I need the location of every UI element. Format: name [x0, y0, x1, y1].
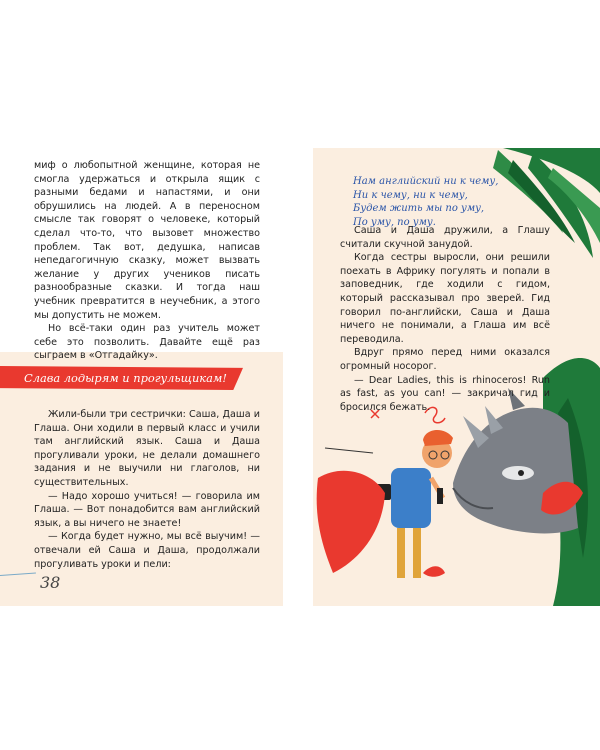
skirt-icon: [317, 448, 385, 573]
paragraph: Вдруг прямо перед ними оказался огромный носорог.: [340, 347, 550, 372]
paragraph: Жили-были три сестрички: Саша, Даша и Глаша. Они ходили в первый класс и учили там английский язык. Саша и Даша прогуливали уроки, не делали домашнего задания и не выучили ни глаголов, ни существительных.: [34, 409, 260, 488]
section-heading: Слава лодырям и прогульщикам!: [24, 371, 227, 385]
paragraph: Саша и Даша дружили, а Глашу считали скучной занудой.: [340, 225, 550, 250]
poem-line: Будем жить мы по уму,: [353, 203, 485, 215]
right-page-text: [340, 224, 550, 414]
poem: [353, 175, 553, 229]
shoe-icon: [423, 566, 445, 577]
paragraph: миф о любопытной женщине, которая не смогла удержаться и открыла ящик с разными бедами и напастями, и они обрушились на людей. А в переносном смысле так говорят о человеке, который сделал что-то, что вызовет множество проблем. Так вот, дедушка, написав непедагогичную сказку, может вызвать желание у других учеников писать разнообразные сказки. И тогда наш учебник превратится в неучебник, а этого мы допустить не можем.: [34, 160, 260, 321]
paragraph: — Надо хорошо учиться! — говорила им Глаша. — Вот понадобится вам английский язык, а вы ничего не знаете!: [34, 490, 260, 529]
paragraph: Когда сестры выросли, они решили поехать в Африку погулять и попали в заповедник, где ходили с гидом, который рассказывал про зверей. Гид говорил по-английски, Саша и Даша ничего не понимали, а Глаша им всё переводила.: [340, 252, 550, 345]
paragraph: Но всё-таки один раз учитель может себе это позволить. Давайте ещё раз сыграем в «Отгадайку».: [34, 323, 260, 362]
paragraph: — Когда будет нужно, мы всё выучим! — отвечали ей Саша и Даша, продолжали прогуливать уроки и пели:: [34, 531, 260, 570]
poem-line: Нам английский ни к чему,: [353, 176, 499, 187]
paragraph: — Dear Ladies, this is rhinoceros! Run as fast, as you can! — закричал гид и бросился бежать.: [340, 374, 550, 413]
guide-figure-icon: [373, 430, 453, 578]
left-top-text: [34, 159, 260, 363]
poem-line: По уму, по уму.: [353, 216, 436, 228]
left-bottom-text: [34, 408, 260, 571]
poem-line: Ни к чему, ни к чему,: [353, 189, 468, 201]
page-number: 38: [40, 573, 61, 592]
